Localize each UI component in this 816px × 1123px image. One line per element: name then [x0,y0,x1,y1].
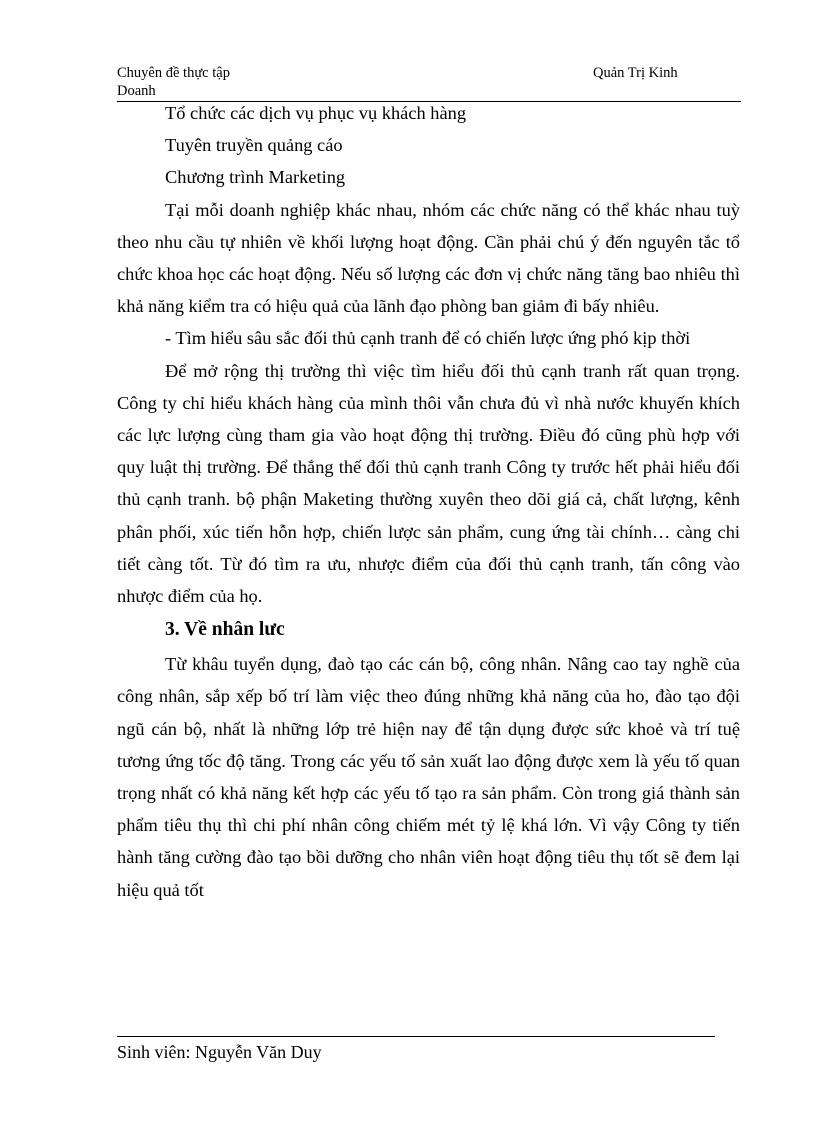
header-title-continued: Doanh [117,83,156,99]
list-item: Tổ chức các dịch vụ phục vụ khách hàng [165,103,467,123]
footer-student: Sinh viên: Nguyễn Văn Duy [117,1042,322,1062]
list-item: Chương trình Marketing [165,167,346,188]
section-heading: 3. Về nhân lưc [165,619,285,641]
paragraph: Để mở rộng thị trường thì việc tìm hiểu đối thủ cạnh tranh rất quan trọng. Công ty chỉ hiểu khách hàng của mình thôi vẫn chưa đủ vì nhà nước khuyến khích các lực lượng cùng tham gia vào hoạt động thị trường. Điều đó cũng phù hợp với quy luật thị trường. Để thắng thế đối thủ cạnh tranh Công ty trước hết phải hiểu đối thủ cạnh tranh. bộ phận Maketing thường xuyên theo dõi giá cả, chất lượng, kênh phân phối, xúc tiến hỗn hợp, chiến lược sản phẩm, cung ứng tài chính… càng chi tiết càng tốt. Từ đó tìm ra ưu, nhược điểm của đối thủ cạnh tranh, tấn công vào nhược điểm của họ. [117,360,740,607]
header-subject: Quản Trị Kinh [593,65,678,81]
header-title: Chuyên đề thực tập [117,65,230,81]
paragraph: Tại mỗi doanh nghiệp khác nhau, nhóm các chức năng có thể khác nhau tuỳ theo nhu cầu tự nhiên về khối lượng hoạt động. Cần phải chú ý đến nguyên tắc tổ chức khoa học các hoạt động. Nếu số lượng các đơn vị chức năng tăng bao nhiêu thì khả năng kiểm tra có hiệu quả của lãnh đạo phòng ban giảm đi bấy nhiêu. [117,199,740,317]
paragraph: Từ khâu tuyển dụng, đaò tạo các cán bộ, công nhân. Nâng cao tay nghề của công nhân, sắp xếp bố trí làm việc theo đúng những khả năng của ho, đào tạo đội ngũ cán bộ, nhất là những lớp trẻ hiện nay để tận dụng được sức khoẻ và trí tuệ tương ứng tốc độ tăng. Trong các yếu tố sản xuất lao động được xem là yếu tố quan trọng nhất có khả năng kết hợp các yếu tố tạo ra sản phẩm. Còn trong giá thành sản phẩm tiêu thụ thì chi phí nhân công chiếm mét tỷ lệ khá lớn. Vì vậy Công ty tiến hành tăng cường đào tạo bồi dưỡng cho nhân viên hoạt động tiêu thụ tốt sẽ đem lại hiệu quả tốt [117,654,740,900]
paragraph: - Tìm hiểu sâu sắc đối thủ cạnh tranh để có chiến lược ứng phó kịp thời [165,328,691,349]
document-body [117,97,740,906]
header-left [117,64,230,100]
list-item: Tuyên truyền quảng cáo [165,135,343,156]
footer-divider [117,1036,715,1037]
